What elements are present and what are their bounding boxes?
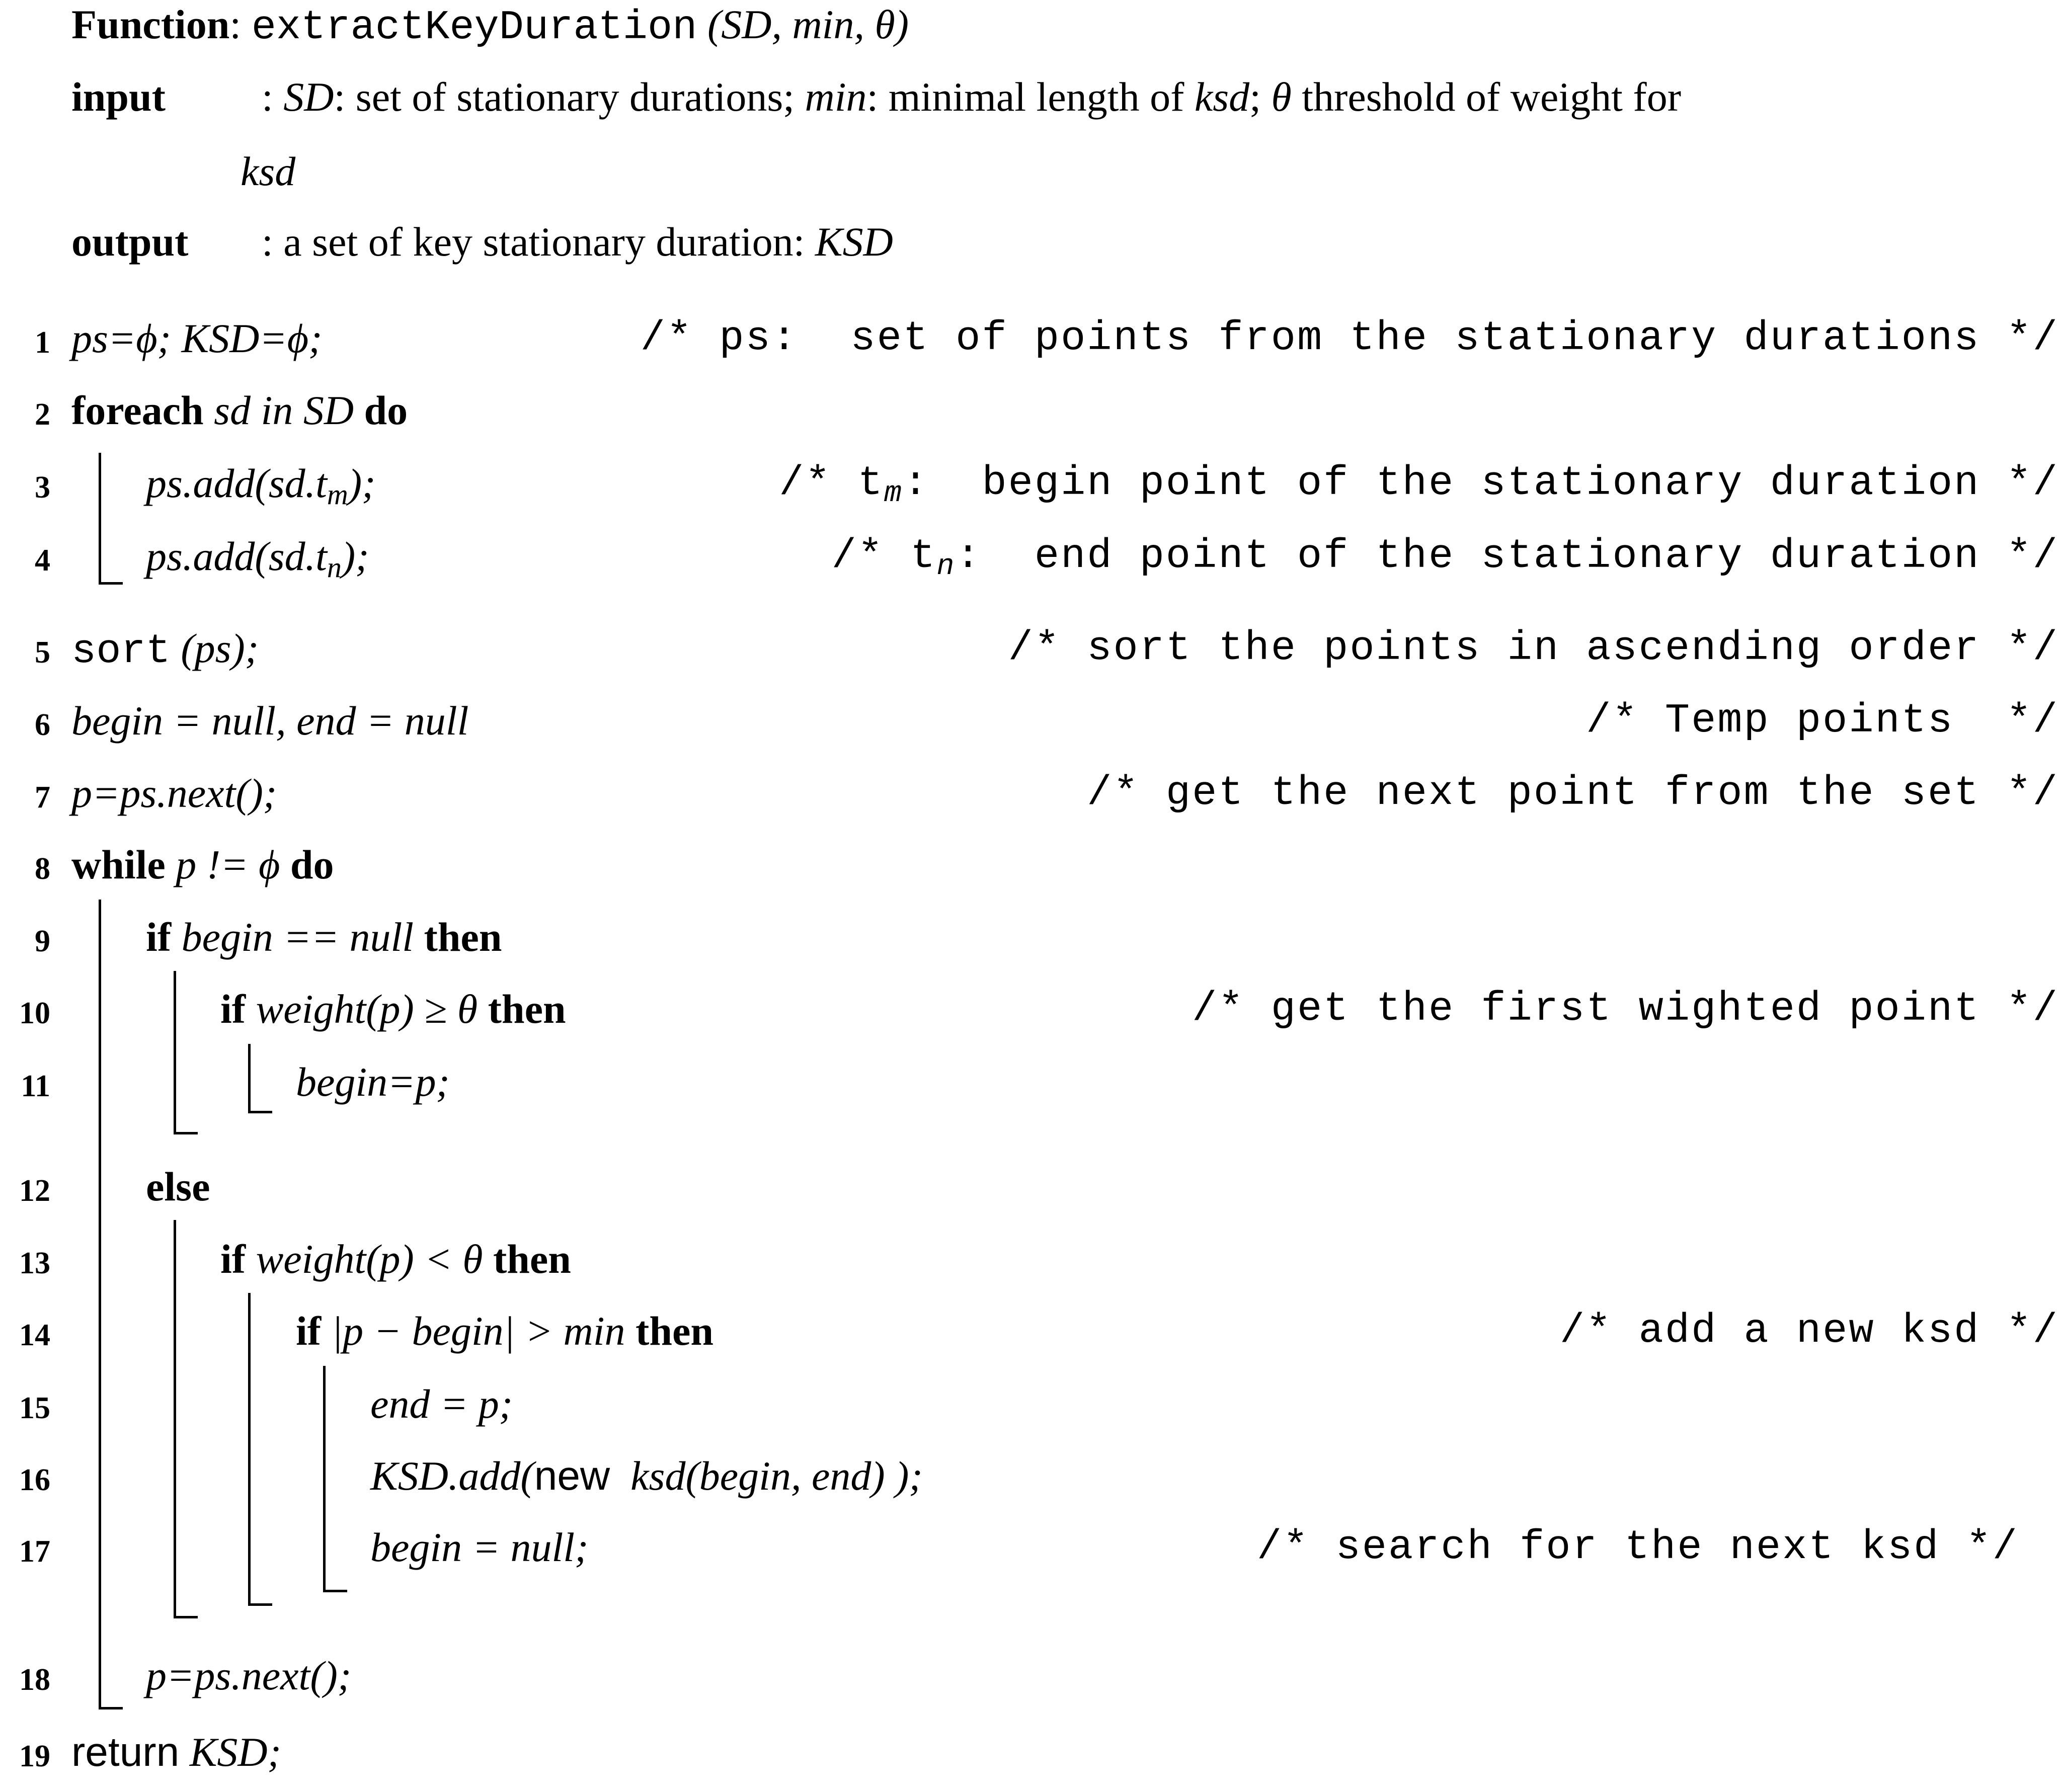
code-text: [71, 387, 408, 433]
code-line-18: [0, 1655, 2064, 1710]
code-text: KSD.add(new ksd(begin, end) );: [370, 1453, 923, 1499]
code-comment: /* $t_n$: end point of the stationary duration */: [831, 533, 2059, 583]
if-min-block-line: [323, 1366, 326, 1592]
foreach-block-end: [99, 582, 123, 585]
line-number: 11: [21, 1069, 50, 1103]
foreach-block-line: [99, 453, 101, 585]
input-min-desc: : minimal length of: [866, 74, 1184, 120]
line-number: 7: [35, 780, 50, 814]
code-line-13: [0, 1236, 2064, 1294]
line-number: 15: [19, 1391, 50, 1425]
code-line-5: [0, 625, 2064, 683]
code-line-9: [0, 914, 2064, 972]
line-number: 10: [19, 996, 50, 1030]
input-continuation: ksd: [241, 148, 296, 194]
code-text: end = p;: [370, 1381, 513, 1427]
output-label: output: [71, 219, 189, 265]
input-sd-desc: : set of stationary durations;: [334, 74, 795, 120]
input-description: : SD: set of stationary durations; min: minimal length of ksd; θ threshold of weight for: [262, 74, 1682, 120]
else-block-line: [174, 1220, 176, 1618]
code-line-15: [0, 1383, 2064, 1439]
code-text: p=ps.next();: [71, 770, 277, 816]
line-number: 9: [35, 924, 50, 958]
code-comment: /* Temp points */: [1586, 697, 2059, 744]
line-number: 17: [19, 1534, 50, 1569]
code-text: if |p − begin| > min then: [296, 1308, 713, 1354]
expression: sd in SD: [214, 387, 354, 433]
input-theta-desc: threshold of weight for: [1302, 74, 1682, 120]
code-line-4: [0, 533, 2064, 591]
line-number: 2: [35, 397, 50, 432]
code-line-3: [0, 460, 2064, 518]
keyword: foreach: [71, 387, 204, 433]
while-block-line: [99, 900, 101, 1709]
code-line-10: [0, 986, 2064, 1044]
code-text: begin = null;: [370, 1524, 589, 1570]
if-lt-block-line: [248, 1293, 251, 1606]
code-text: return KSD;: [71, 1729, 281, 1775]
line-number: 3: [35, 470, 50, 505]
code-line-11: [0, 1059, 2064, 1117]
code-text: if begin == null then: [146, 914, 502, 960]
input-theta: θ: [1271, 74, 1292, 120]
line-number: 5: [35, 635, 50, 670]
else-block-end: [174, 1616, 198, 1618]
line-number: 16: [19, 1463, 50, 1497]
code-text: $ps.add(sd.t_n)$;: [146, 533, 369, 584]
code-text: begin=p;: [296, 1059, 450, 1105]
output-line: [71, 221, 188, 263]
line-number: 18: [19, 1663, 50, 1697]
if-min-block-end: [323, 1590, 347, 1592]
code-text: if weight(p) ≥ θ then: [220, 986, 566, 1032]
input-line: [71, 76, 166, 118]
line-number: 14: [19, 1318, 50, 1352]
line-number: 12: [19, 1174, 50, 1208]
code-line-17: [0, 1524, 2064, 1582]
if-block-line: [174, 971, 176, 1134]
output-description: [262, 221, 893, 263]
code-comment: /* sort the points in ascending order */: [1008, 625, 2059, 672]
if-weight-block-line: [248, 1044, 251, 1113]
line-number: 6: [35, 708, 50, 742]
code-text: sort (ps);: [71, 625, 259, 675]
code-text: ps=ϕ; KSD=ϕ;: [71, 315, 323, 361]
function-params: (SD, min, θ): [707, 2, 909, 47]
code-line-6: [0, 697, 2064, 756]
code-line-19: [0, 1729, 2064, 1787]
if-lt-block-end: [248, 1603, 272, 1606]
code-text: begin = null, end = null: [71, 698, 469, 744]
code-line-1: [0, 315, 2064, 373]
line-number: 8: [35, 852, 50, 886]
function-name: extractKeyDuration: [251, 4, 697, 51]
function-label: Function: [71, 2, 230, 47]
input-sd: SD: [283, 74, 334, 120]
if-block-end: [174, 1132, 198, 1134]
line-number: 1: [35, 325, 50, 360]
code-line-8: [0, 844, 2064, 900]
while-block-end: [99, 1707, 123, 1709]
code-comment: /* get the first wighted point */: [1192, 986, 2059, 1032]
input-ksd: ksd: [1194, 74, 1250, 120]
code-comment: /* ps: set of points from the stationary durations */: [640, 315, 2059, 362]
if-weight-block-end: [248, 1111, 272, 1113]
code-comment: /* get the next point from the set */: [1087, 770, 2059, 817]
code-comment: /* search for the next ksd */: [1256, 1524, 2019, 1571]
code-text: while p != ϕ do: [71, 842, 334, 887]
output-var: KSD: [815, 219, 893, 265]
code-line-14: [0, 1308, 2064, 1366]
code-comment: /* add a new ksd */: [1560, 1308, 2059, 1354]
line-number: 13: [19, 1246, 50, 1280]
code-comment: /* $t_m$: begin point of the stationary duration */: [779, 460, 2059, 510]
input-min: min: [805, 74, 867, 120]
input-label: input: [71, 74, 166, 120]
code-text: else: [146, 1164, 210, 1209]
code-text: p=ps.next();: [146, 1653, 352, 1698]
line-number: 19: [19, 1739, 50, 1773]
code-line-12: [0, 1166, 2064, 1221]
line-number: 4: [35, 543, 50, 578]
keyword: do: [364, 387, 408, 433]
code-line-7: [0, 770, 2064, 828]
code-text: $ps.add(sd.t_m)$;: [146, 460, 376, 511]
code-line-16: [0, 1455, 2064, 1511]
code-line-2: [0, 387, 2064, 445]
output-desc: : a set of key stationary duration:: [262, 219, 805, 265]
function-signature: Function: extractKeyDuration (SD, min, θ): [71, 2, 909, 51]
code-text: if weight(p) < θ then: [220, 1236, 571, 1282]
